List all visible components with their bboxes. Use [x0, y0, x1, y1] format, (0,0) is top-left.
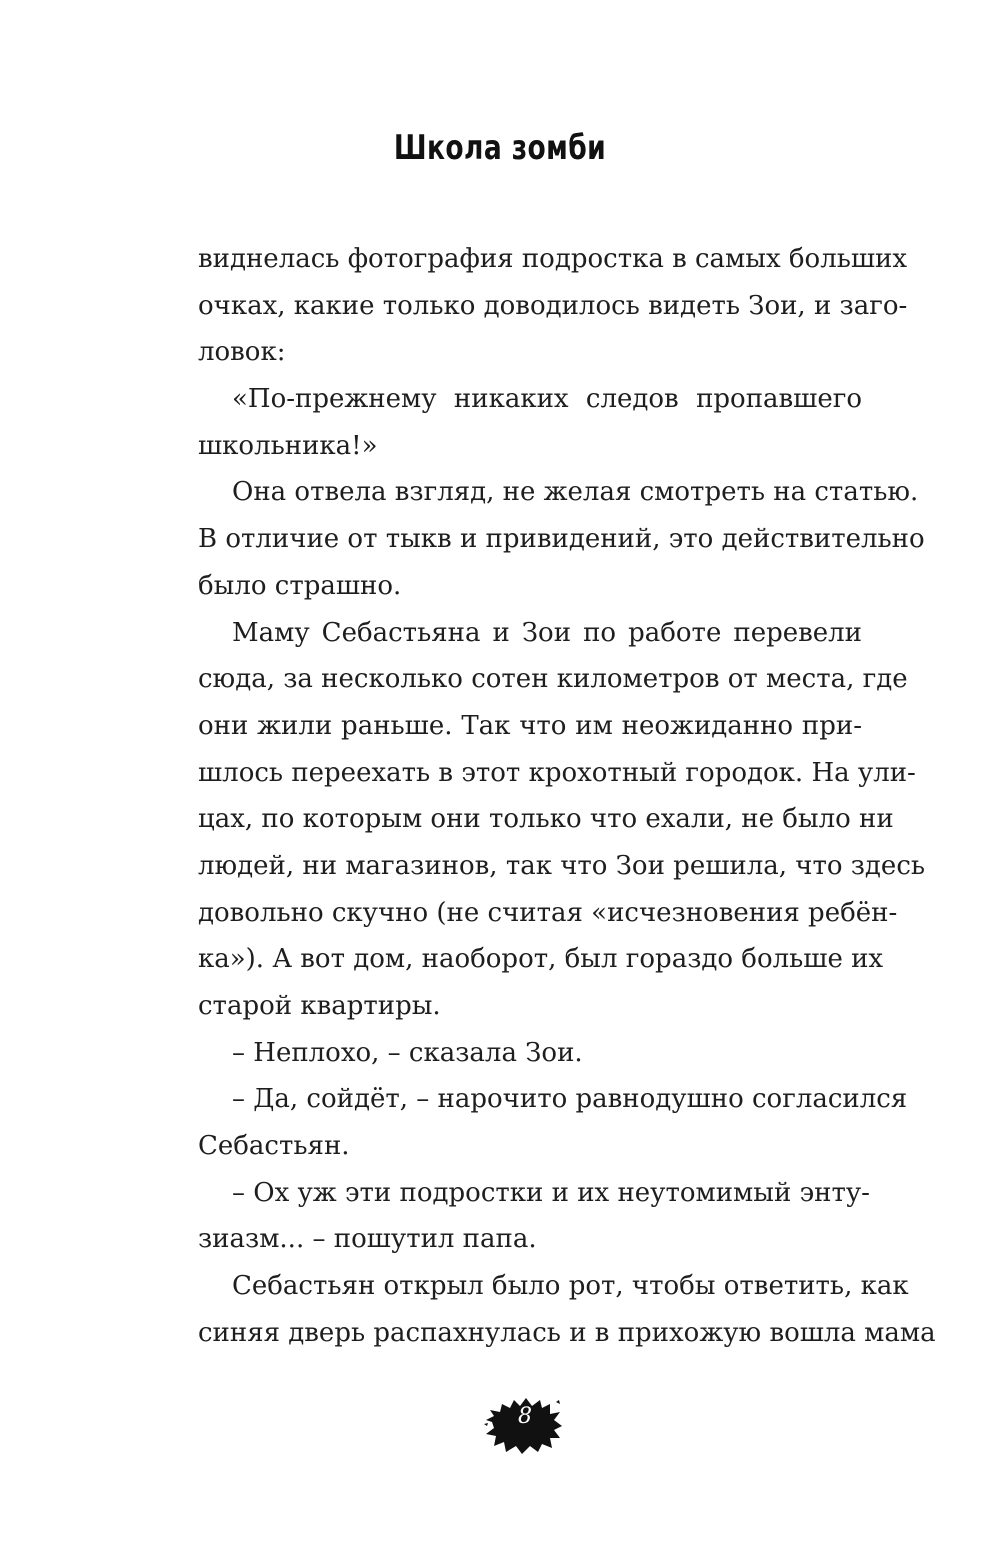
text-line: довольно скучно (не считая «исчезновения ребён-	[198, 897, 898, 928]
text-line: – Да, сойдёт, – нарочито равнодушно согласился	[232, 1084, 908, 1115]
text-line: старой квартиры.	[198, 991, 441, 1021]
text-line: – Неплохо, – сказала Зои.	[232, 1037, 583, 1068]
text-line: людей, ни магазинов, так что Зои решила, что здесь	[198, 850, 926, 881]
text-line: синяя дверь распахнулась и в прихожую вошла мама	[198, 1317, 936, 1348]
text-line: очках, какие только доводилось видеть Зои, и заго-	[198, 290, 908, 321]
text-line: виднелась фотография подростка в самых больших	[198, 244, 908, 274]
text-line: – Ох уж эти подростки и их неутомимый энту-	[232, 1177, 870, 1208]
page-title: Школа зомби	[393, 128, 607, 168]
text-line: они жили раньше. Так что им неожиданно при-	[198, 710, 862, 741]
text-line: было страшно.	[198, 570, 402, 601]
text-line: Себастьян открыл было рот, чтобы ответить, как	[232, 1271, 909, 1302]
body-text	[198, 236, 936, 1357]
text-line: шлось переехать в этот крохотный городок. На ули-	[198, 757, 916, 788]
text-line: Маму Себастьяна и Зои по работе перевели	[232, 617, 862, 648]
text-line: «По-прежнему никаких следов пропавшего	[232, 384, 862, 415]
text-line: Она отвела взгляд, не желая смотреть на статью.	[232, 477, 919, 508]
text-line: ловок:	[198, 337, 286, 368]
text-line: Себастьян.	[198, 1131, 350, 1162]
page-number: 8	[518, 1404, 532, 1429]
text-line: ка»). А вот дом, наоборот, был гораздо больше их	[198, 944, 884, 975]
text-line: зиазм... – пошутил папа.	[198, 1224, 537, 1255]
text-line: В отличие от тыкв и привидений, это действительно	[198, 524, 925, 555]
text-line: цах, по которым они только что ехали, не было ни	[198, 804, 894, 835]
text-line: школьника!»	[198, 430, 378, 461]
text-line: сюда, за несколько сотен километров от места, где	[198, 664, 908, 695]
